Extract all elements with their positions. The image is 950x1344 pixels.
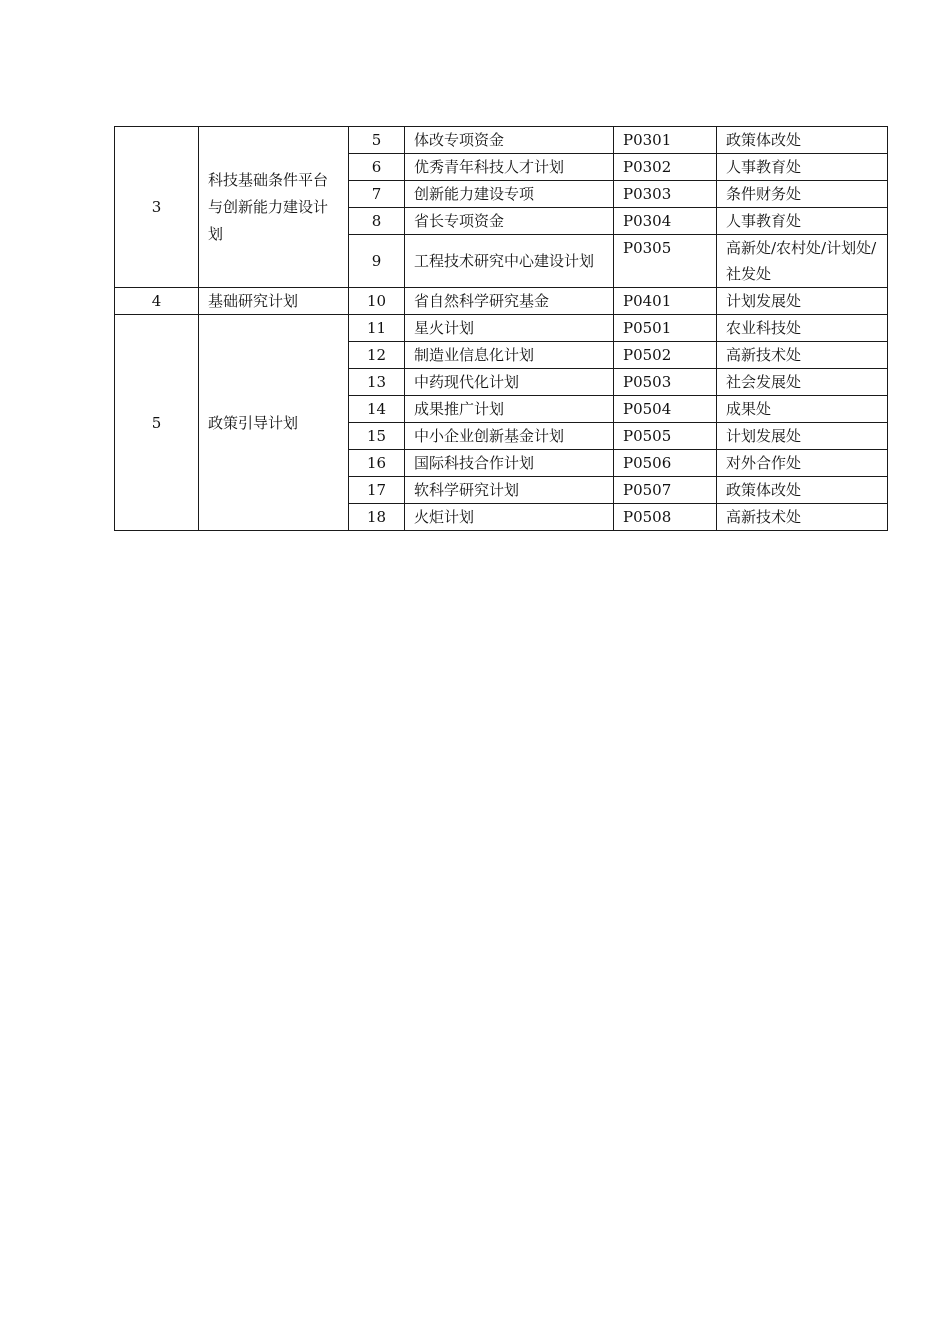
row-number: 6 bbox=[349, 154, 405, 181]
row-number: 15 bbox=[349, 423, 405, 450]
row-number: 17 bbox=[349, 477, 405, 504]
plan-name: 优秀青年科技人才计划 bbox=[405, 154, 614, 181]
plan-code: P0302 bbox=[614, 154, 717, 181]
plan-name: 中药现代化计划 bbox=[405, 369, 614, 396]
row-number: 7 bbox=[349, 181, 405, 208]
department: 成果处 bbox=[717, 396, 888, 423]
department: 高新技术处 bbox=[717, 342, 888, 369]
table-row bbox=[115, 315, 888, 342]
department: 计划发展处 bbox=[717, 423, 888, 450]
plan-name: 体改专项资金 bbox=[405, 127, 614, 154]
row-number: 10 bbox=[349, 288, 405, 315]
plan-name: 省长专项资金 bbox=[405, 208, 614, 235]
plan-name: 省自然科学研究基金 bbox=[405, 288, 614, 315]
plan-name: 火炬计划 bbox=[405, 504, 614, 531]
department: 社会发展处 bbox=[717, 369, 888, 396]
department: 人事教育处 bbox=[717, 154, 888, 181]
department: 条件财务处 bbox=[717, 181, 888, 208]
plan-code: P0508 bbox=[614, 504, 717, 531]
category-name: 科技基础条件平台与创新能力建设计划 bbox=[199, 127, 349, 288]
plan-name: 制造业信息化计划 bbox=[405, 342, 614, 369]
category-name: 基础研究计划 bbox=[199, 288, 349, 315]
department: 人事教育处 bbox=[717, 208, 888, 235]
plan-name: 创新能力建设专项 bbox=[405, 181, 614, 208]
plan-table bbox=[114, 126, 888, 531]
plan-code: P0304 bbox=[614, 208, 717, 235]
plan-code: P0401 bbox=[614, 288, 717, 315]
row-number: 12 bbox=[349, 342, 405, 369]
plan-name: 软科学研究计划 bbox=[405, 477, 614, 504]
department: 农业科技处 bbox=[717, 315, 888, 342]
category-name: 政策引导计划 bbox=[199, 315, 349, 531]
department: 高新技术处 bbox=[717, 504, 888, 531]
group-number: 4 bbox=[115, 288, 199, 315]
row-number: 8 bbox=[349, 208, 405, 235]
row-number: 5 bbox=[349, 127, 405, 154]
row-number: 11 bbox=[349, 315, 405, 342]
plan-code: P0301 bbox=[614, 127, 717, 154]
department: 高新处/农村处/计划处/社发处 bbox=[717, 235, 888, 288]
plan-name: 成果推广计划 bbox=[405, 396, 614, 423]
row-number: 13 bbox=[349, 369, 405, 396]
row-number: 9 bbox=[349, 235, 405, 288]
row-number: 14 bbox=[349, 396, 405, 423]
plan-code: P0506 bbox=[614, 450, 717, 477]
plan-code: P0305 bbox=[614, 235, 717, 288]
plan-code: P0501 bbox=[614, 315, 717, 342]
plan-code: P0303 bbox=[614, 181, 717, 208]
plan-name: 星火计划 bbox=[405, 315, 614, 342]
department: 计划发展处 bbox=[717, 288, 888, 315]
plan-code: P0504 bbox=[614, 396, 717, 423]
department: 政策体改处 bbox=[717, 127, 888, 154]
plan-code: P0502 bbox=[614, 342, 717, 369]
table-row bbox=[115, 288, 888, 315]
plan-name: 中小企业创新基金计划 bbox=[405, 423, 614, 450]
row-number: 16 bbox=[349, 450, 405, 477]
plan-code: P0507 bbox=[614, 477, 717, 504]
plan-name: 国际科技合作计划 bbox=[405, 450, 614, 477]
group-number: 5 bbox=[115, 315, 199, 531]
department: 对外合作处 bbox=[717, 450, 888, 477]
department: 政策体改处 bbox=[717, 477, 888, 504]
plan-code: P0505 bbox=[614, 423, 717, 450]
plan-name: 工程技术研究中心建设计划 bbox=[405, 235, 614, 288]
group-number: 3 bbox=[115, 127, 199, 288]
plan-code: P0503 bbox=[614, 369, 717, 396]
row-number: 18 bbox=[349, 504, 405, 531]
table-row bbox=[115, 127, 888, 154]
